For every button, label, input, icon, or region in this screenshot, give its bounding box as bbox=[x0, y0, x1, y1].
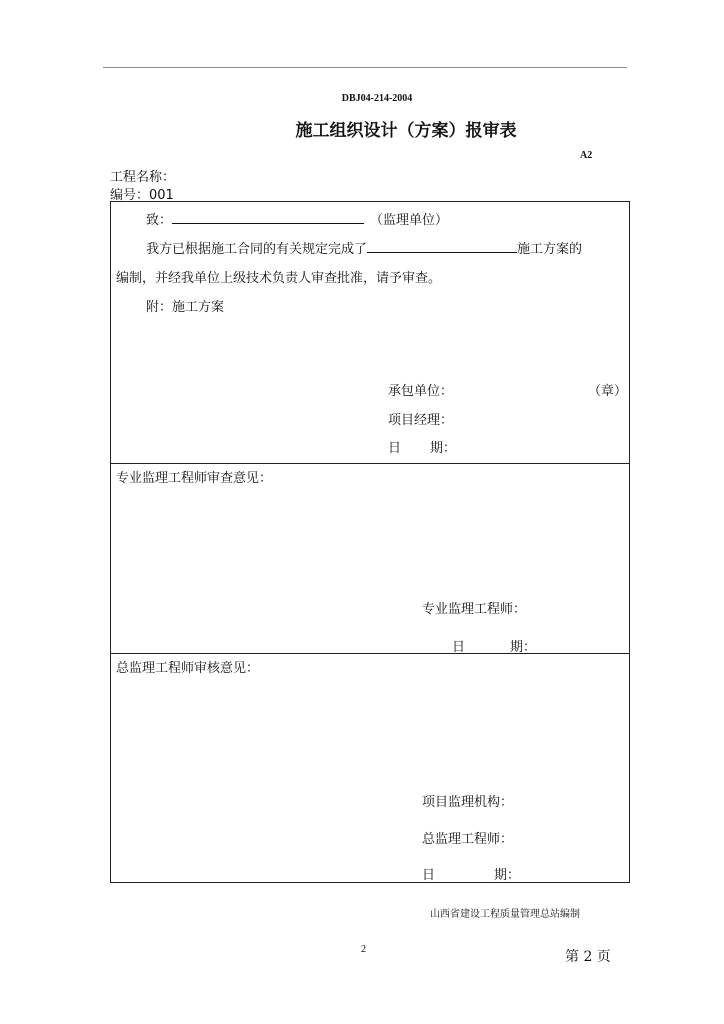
chief-date-char1: 日 bbox=[422, 868, 436, 883]
to-label: 致： bbox=[146, 213, 173, 228]
supervisor-unit-blank[interactable] bbox=[172, 211, 364, 224]
attachment-note: 附：施工方案 bbox=[146, 300, 225, 315]
form-title: 施工组织设计（方案）报审表 bbox=[295, 121, 517, 141]
body-line-2: 编制，并经我单位上级技术负责人审查批准，请予审查。 bbox=[116, 271, 442, 286]
project-number-value: 001 bbox=[149, 188, 174, 203]
chief-engineer-label: 总监理工程师： bbox=[422, 832, 514, 847]
project-manager-label: 项目经理： bbox=[388, 413, 454, 428]
to-suffix: （监理单位） bbox=[370, 213, 449, 228]
project-name-label: 工程名称： bbox=[110, 170, 176, 185]
body-line-1 bbox=[146, 238, 582, 257]
page-label: 第 2 页 bbox=[565, 949, 611, 965]
section-divider-2 bbox=[110, 653, 630, 654]
page-number: 2 bbox=[361, 944, 366, 955]
standard-code: DBJ04-214-2004 bbox=[341, 93, 413, 104]
top-rule bbox=[103, 67, 627, 68]
seal-label: （章） bbox=[588, 384, 628, 399]
section-divider-1 bbox=[110, 463, 630, 464]
compiler-note: 山西省建设工程质量管理总站编制 bbox=[430, 909, 580, 920]
supervision-org-label: 项目监理机构： bbox=[422, 795, 514, 810]
specialist-date-char1: 日 bbox=[452, 640, 466, 655]
chief-date-char2: 期： bbox=[494, 868, 521, 883]
specialist-date-char2: 期： bbox=[510, 640, 537, 655]
specialist-engineer-label: 专业监理工程师： bbox=[422, 602, 527, 617]
scheme-name-blank[interactable] bbox=[367, 240, 517, 253]
specialist-review-heading: 专业监理工程师审查意见： bbox=[116, 471, 273, 486]
chief-review-heading: 总监理工程师审核意见： bbox=[116, 661, 260, 676]
project-number-label: 编号： bbox=[110, 188, 150, 203]
contractor-label: 承包单位： bbox=[388, 384, 454, 399]
addressee-row bbox=[146, 209, 448, 228]
body-line1-pre: 我方已根据施工合同的有关规定完成了 bbox=[146, 242, 368, 257]
date-label-char1: 日 bbox=[388, 441, 402, 456]
form-code: A2 bbox=[580, 150, 593, 161]
body-line1-post: 施工方案的 bbox=[517, 242, 583, 257]
date-label-char2: 期： bbox=[430, 441, 457, 456]
